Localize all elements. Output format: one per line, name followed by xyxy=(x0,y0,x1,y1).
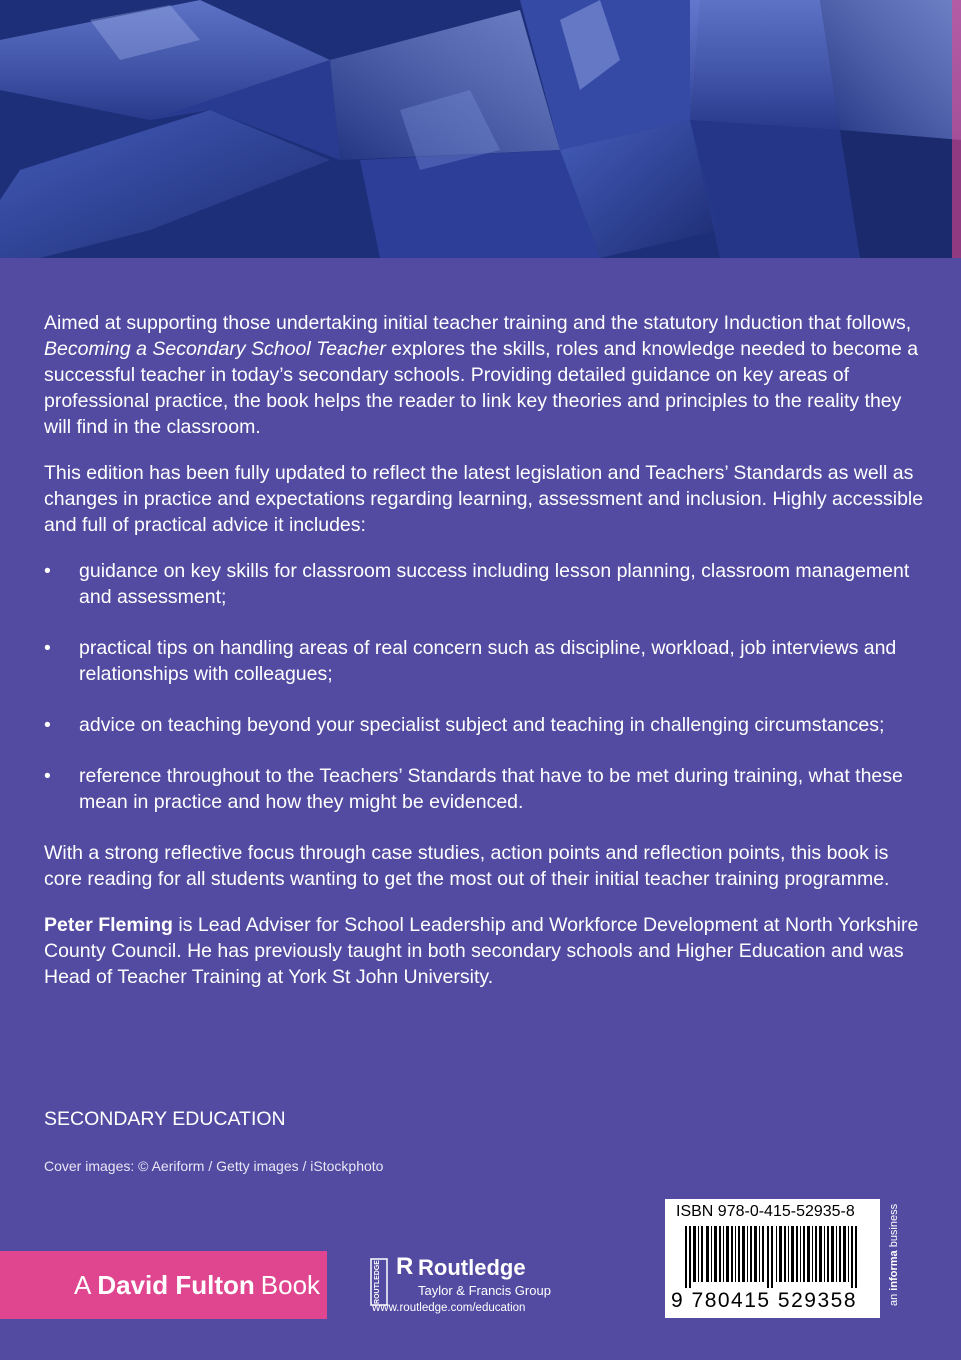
features-list xyxy=(44,558,924,815)
svg-text:ROUTLEDGE: ROUTLEDGE xyxy=(374,1260,381,1304)
book-title-italic: Becoming a Secondary School Teacher xyxy=(44,338,386,360)
list-item xyxy=(44,763,924,815)
bullet-icon: • xyxy=(44,637,51,659)
edition-paragraph: This edition has been fully updated to reflect the latest legislation and Teachers’ Standards as well as changes in practice and expectations regarding learning, assessment and inclusion. Highly accessible and full of practical advice it includes: xyxy=(44,462,924,536)
routledge-wordmark-icon xyxy=(370,1257,388,1307)
cover-image xyxy=(0,0,961,258)
author-name: Peter Fleming xyxy=(44,914,173,936)
summary-paragraph: With a strong reflective focus through case studies, action points and reflection points, this book is core reading for all students wanting to get the most out of their initial teacher training programme. xyxy=(44,842,890,890)
publisher-logo xyxy=(370,1253,560,1319)
barcode-digits: 9 780415 529358 xyxy=(671,1289,857,1312)
informa-suffix: business xyxy=(888,1203,900,1251)
author-paragraph xyxy=(44,912,924,990)
list-item xyxy=(44,712,924,738)
imprint-suffix: Book xyxy=(260,1269,321,1300)
intro-text-start: Aimed at supporting those undertaking initial teacher training and the statutory Induction that follows, xyxy=(44,312,912,334)
publisher-url: www.routledge.com/education xyxy=(372,1302,526,1314)
imprint-banner xyxy=(0,1251,327,1319)
informa-prefix: an xyxy=(888,1290,900,1306)
routledge-r-icon: R xyxy=(396,1253,414,1280)
isbn-number: ISBN 978-0-415-52935-8 xyxy=(676,1203,855,1220)
list-item xyxy=(44,558,924,610)
imprint-name: David Fulton xyxy=(97,1269,255,1300)
list-item-text: advice on teaching beyond your specialist subject and teaching in challenging circumstances; xyxy=(79,714,885,736)
informa-tagline xyxy=(888,1204,900,1306)
intro-paragraph xyxy=(44,310,924,440)
bullet-icon: • xyxy=(44,560,51,582)
informa-brand: informa xyxy=(888,1250,900,1291)
publisher-group: Taylor & Francis Group xyxy=(418,1283,551,1298)
bullet-icon: • xyxy=(44,714,51,736)
intro-text-end: explores the skills, roles and knowledge needed to become a successful teacher in today’s secondary schools. Providing detailed guidance on key areas of professional practice, the book helps the reader to link key theories and principles to the reality they will find in the classroom. xyxy=(44,338,919,438)
back-cover-text xyxy=(44,310,924,1010)
image-credit: Cover images: © Aeriform / Getty images / iStockphoto xyxy=(44,1158,384,1174)
publisher-name: Routledge xyxy=(418,1255,526,1280)
barcode-icon xyxy=(685,1226,863,1288)
list-item-text: reference throughout to the Teachers’ Standards that have to be met during training, what these mean in practice and how they might be evidenced. xyxy=(79,765,903,813)
glass-cubes-image xyxy=(0,0,961,258)
imprint-prefix: A xyxy=(74,1269,92,1300)
list-item xyxy=(44,635,924,687)
list-item-text: practical tips on handling areas of real concern such as discipline, workload, job interviews and relationships with colleagues; xyxy=(79,637,897,685)
author-bio: is Lead Adviser for School Leadership and Workforce Development at North Yorkshire County Council. He has previously taught in both secondary schools and Higher Education and was Head of Teacher Training at York St John University. xyxy=(44,914,919,988)
bullet-icon: • xyxy=(44,765,51,787)
isbn-barcode xyxy=(665,1199,880,1318)
subject-category: SECONDARY EDUCATION xyxy=(44,1108,286,1130)
list-item-text: guidance on key skills for classroom success including lesson planning, classroom management and assessment; xyxy=(79,560,910,608)
